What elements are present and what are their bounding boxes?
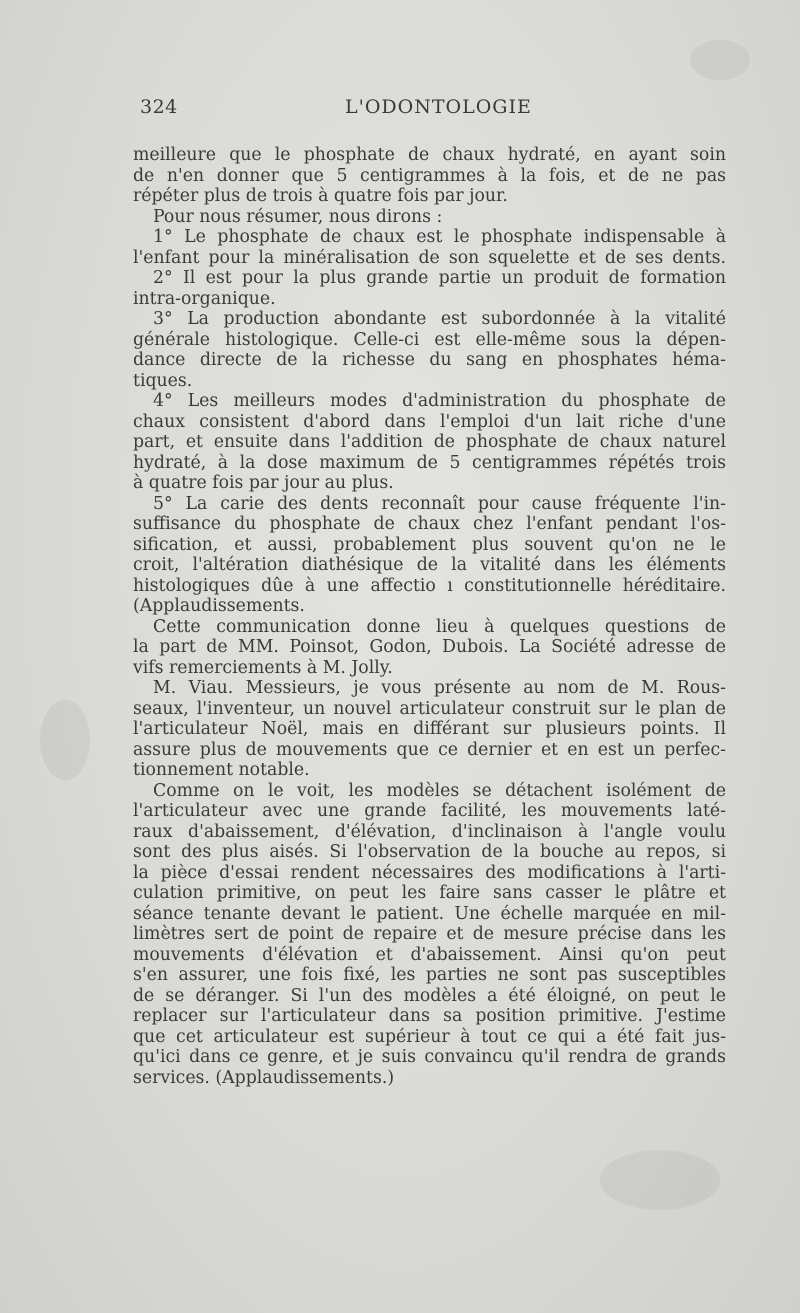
paper-stain bbox=[40, 700, 90, 780]
text-line: sont des plus aisés. Si l'observation de la bouche au repos, si bbox=[133, 842, 726, 862]
text-line: tionnement notable. bbox=[133, 760, 310, 780]
text-line: séance tenante devant le patient. Une échelle marquée en mil- bbox=[133, 903, 726, 924]
text-line: croit, l'altération diathésique de la vitalité dans les éléments bbox=[133, 555, 726, 575]
text-line: part, et ensuite dans l'addition de phosphate de chaux naturel bbox=[133, 432, 726, 452]
text-line: s'en assurer, une fois fixé, les parties ne sont pas susceptibles bbox=[133, 965, 726, 985]
text-line: l'articulateur Noël, mais en différant sur plusieurs points. Il bbox=[133, 719, 726, 739]
text-line: suffisance du phosphate de chaux chez l'enfant pendant l'os- bbox=[133, 514, 726, 534]
text-line: assure plus de mouvements que ce dernier et en est un perfec- bbox=[133, 739, 726, 760]
text-line: 2° Il est pour la plus grande partie un produit de formation bbox=[153, 268, 726, 288]
paper-stain bbox=[690, 40, 750, 80]
text-line: limètres sert de point de repaire et de mesure précise dans les bbox=[133, 924, 726, 944]
text-line: seaux, l'inventeur, un nouvel articulateur construit sur le plan de bbox=[133, 698, 726, 719]
text-line: chaux consistent d'abord dans l'emploi d'un lait riche d'une bbox=[133, 411, 726, 432]
text-line: mouvements d'élévation et d'abaissement. Ainsi qu'on peut bbox=[133, 944, 726, 965]
text-line: raux d'abaissement, d'élévation, d'inclinaison à l'angle voulu bbox=[133, 821, 726, 842]
text-line: l'articulateur avec une grande facilité, les mouvements laté- bbox=[133, 801, 726, 821]
text-line: services. (Applaudissements.) bbox=[133, 1067, 395, 1088]
text-line: replacer sur l'articulateur dans sa position primitive. J'estime bbox=[133, 1006, 726, 1026]
text-line: la part de MM. Poinsot, Godon, Dubois. La Société adresse de bbox=[133, 637, 726, 657]
body-text bbox=[133, 145, 726, 1088]
text-line: vifs remerciements à M. Jolly. bbox=[133, 657, 393, 678]
paper-stain bbox=[600, 1150, 720, 1210]
text-line: que cet articulateur est supérieur à tout ce qui a été fait jus- bbox=[133, 1026, 726, 1047]
text-line: culation primitive, on peut les faire sans casser le plâtre et bbox=[133, 883, 726, 903]
text-line: sification, et aussi, probablement plus souvent qu'on ne le bbox=[133, 534, 726, 555]
text-line: intra-organique. bbox=[133, 288, 276, 309]
text-line: hydraté, à la dose maximum de 5 centigrammes répétés trois bbox=[133, 452, 726, 473]
running-title: L'ODONTOLOGIE bbox=[345, 96, 532, 118]
text-line: répéter plus de trois à quatre fois par jour. bbox=[133, 186, 508, 206]
text-line: 3° La production abondante est subordonnée à la vitalité bbox=[153, 309, 726, 329]
text-line: l'enfant pour la minéralisation de son squelette et de ses dents. bbox=[133, 247, 726, 268]
text-line: histologiques dûe à une affectio ı constitutionnelle héréditaire. bbox=[133, 575, 726, 596]
text-line: la pièce d'essai rendent nécessaires des modifications à l'arti- bbox=[133, 862, 726, 883]
text-line: M. Viau. Messieurs, je vous présente au nom de M. Rous- bbox=[153, 678, 726, 698]
text-line: 4° Les meilleurs modes d'administration du phosphate de bbox=[153, 391, 726, 411]
text-line: générale histologique. Celle-ci est elle-même sous la dépen- bbox=[133, 329, 726, 350]
text-line: Comme on le voit, les modèles se détachent isolément de bbox=[153, 780, 726, 801]
text-line: qu'ici dans ce genre, et je suis convaincu qu'il rendra de grands bbox=[133, 1047, 726, 1067]
text-line: Pour nous résumer, nous dirons : bbox=[153, 206, 443, 227]
text-line: de se déranger. Si l'un des modèles a été éloigné, on peut le bbox=[133, 985, 726, 1006]
text-line: 5° La carie des dents reconnaît pour cause fréquente l'in- bbox=[153, 493, 726, 514]
text-line: (Applaudissements. bbox=[133, 596, 305, 616]
text-line: tiques. bbox=[133, 370, 193, 391]
text-line: dance directe de la richesse du sang en phosphates héma- bbox=[133, 350, 726, 370]
text-line: de n'en donner que 5 centigrammes à la fois, et de ne pas bbox=[133, 165, 726, 186]
text-line: 1° Le phosphate de chaux est le phosphate indispensable à bbox=[153, 227, 726, 247]
text-line: à quatre fois par jour au plus. bbox=[133, 473, 394, 493]
text-line: Cette communication donne lieu à quelques questions de bbox=[153, 616, 726, 637]
page-header bbox=[140, 96, 730, 122]
page-number: 324 bbox=[140, 96, 178, 118]
text-line: meilleure que le phosphate de chaux hydraté, en ayant soin bbox=[133, 145, 726, 165]
